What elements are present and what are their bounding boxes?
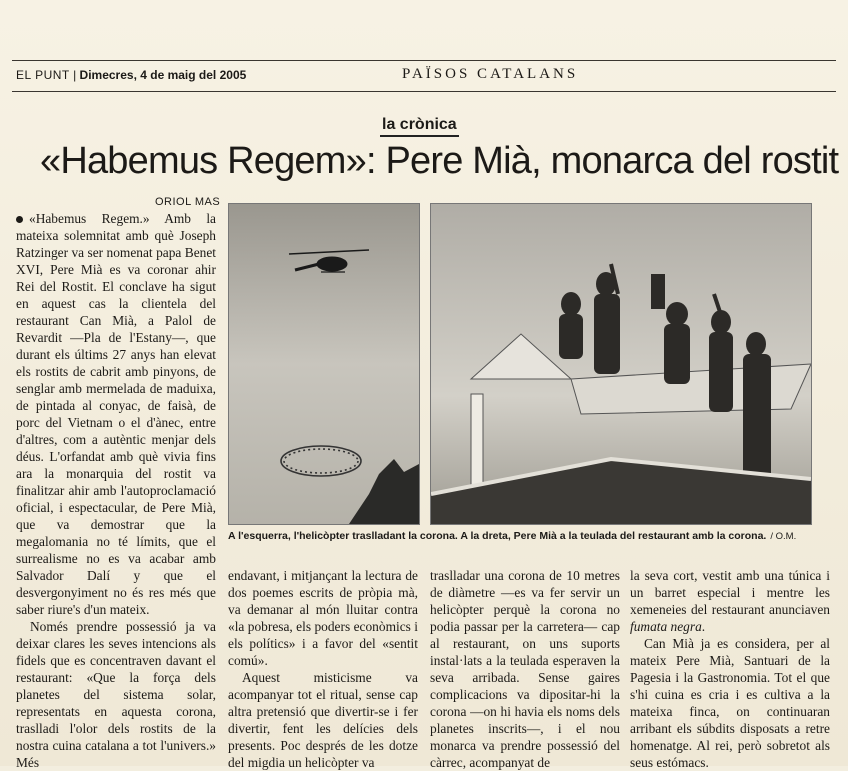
publication-date: Dimecres, 4 de maig del 2005 bbox=[79, 68, 247, 82]
helicopter-illustration bbox=[229, 204, 419, 524]
paragraph-text: la seva cort, vestit amb una túnica i un barret especial i mentre les xemeneies del restaurant anunciaven bbox=[630, 568, 830, 617]
emphasis-text: fumata negra bbox=[630, 619, 702, 634]
helicopter-photo bbox=[228, 203, 420, 525]
masthead-separator: | bbox=[73, 68, 80, 82]
paragraph: Aquest misticisme va acompanyar tot el ritual, sense cap altra pretensió que divertir-se i fer divertir, fent les delícies dels presents. Poc després de les dotze del migdia un helicòpter va bbox=[228, 670, 418, 770]
paragraph-text: «Habemus Regem.» Amb la mateixa solemnitat amb què Joseph Ratzinger va ser nomenat papa Benet XVI, Pere Mià es va coronar ahir Rei del Rostit. El conclave ha sigut en aquest cas la clientela del restaurant Can Mià, a Palol de Revardit —Pla de l'Estany—, que durant els últims 27 anys han elevat els rostits de cabrit amb pinyons, de senglar amb mermelada de maduixa, de pintada al conyac, de faisà, de porc del Vietnam o el d'ànec, entre d'altres, com a autèntic menjar dels déus. L'orfandat amb què vivia fins ara la monarquia del rostit va finalitzar ahir amb l'autoproclamació oficial, i espectacular, de Pere Mià, que va demostrar que la megalomania no té límits, que el surrealisme no es va acabar amb Salvador Dalí y que el desvergonyiment no és res més que saber riure's d'un mateix. bbox=[16, 211, 216, 617]
article-headline: «Habemus Regem»: Pere Mià, monarca del rostit bbox=[40, 140, 839, 182]
article-column-1 bbox=[16, 210, 216, 771]
paragraph: Can Mià ja es considera, per al mateix Pere Mià, Santuari de la Pagesia i la Gastronomia. Tot el que s'hi cuina es cria i es cultiva a la mateixa finca, on continuaran arribant els súbdits disposats a retre homenatge. Al rei, però sobretot als seus estómacs. bbox=[630, 636, 830, 770]
rooftop-photo bbox=[430, 203, 812, 525]
paragraph bbox=[630, 567, 830, 635]
bullet-icon bbox=[16, 216, 23, 223]
section-title: PAÏSOS CATALANS bbox=[402, 66, 579, 82]
caption-text: A l'esquerra, l'helicòpter traslladant la corona. A la dreta, Pere Mià a la teulada del restaurant amb la corona. bbox=[228, 530, 767, 542]
paragraph-end: . bbox=[701, 619, 706, 634]
article-kicker: la crònica bbox=[380, 116, 459, 137]
masthead-left bbox=[16, 68, 246, 82]
publication-name: EL PUNT bbox=[16, 68, 70, 82]
rooftop-illustration bbox=[431, 204, 811, 524]
paragraph: traslladar una corona de 10 metres de diàmetre —es va fer servir un helicòpter perquè la corona no podia passar per la carretera— cap al restaurant, on uns suports instal·lats a la teulada esperaven la seva arribada. Sense gaires complicacions va dipositar-hi la corona —on hi havia els noms dels planetes inscrits—, i el nou monarca va prendre possessió del càrrec, acompanyat de bbox=[430, 568, 620, 770]
article-column-3 bbox=[430, 567, 620, 771]
article-column-4 bbox=[630, 567, 830, 771]
article-byline: ORIOL MAS bbox=[155, 196, 221, 208]
article-column-2 bbox=[228, 567, 418, 771]
paragraph: Només prendre possessió ja va deixar clares les seves intencions als fidels que es concentraven davant el restaurant: «Que la força dels planetes del sistema solar, representats en aquesta corona, traslladi l'olor dels rostits de la nostra cuina catalana a tot l'univers.» Més bbox=[16, 619, 216, 770]
photo-caption bbox=[228, 530, 828, 542]
masthead bbox=[12, 60, 836, 92]
paragraph bbox=[16, 210, 216, 618]
photo-credit: / O.M. bbox=[770, 531, 797, 542]
paragraph: endavant, i mitjançant la lectura de dos poemes escrits de pròpia mà, va demanar al món lluitar contra «la pobresa, els poders econòmics i els polítics» i a favor del «sentit comú». bbox=[228, 568, 418, 668]
